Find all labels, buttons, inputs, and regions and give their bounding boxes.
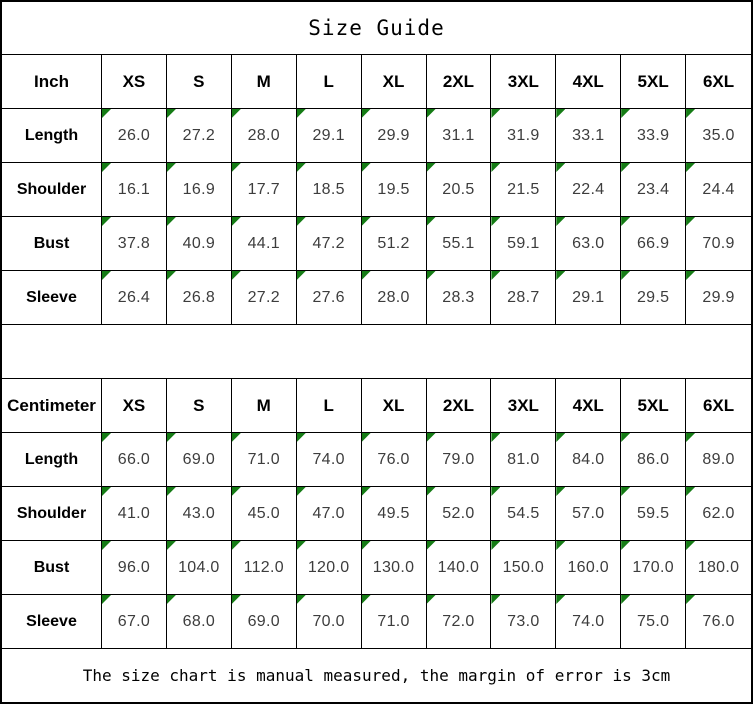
size-value-cell xyxy=(362,217,427,270)
size-value-cell xyxy=(621,433,686,486)
green-corner-marker-icon xyxy=(232,433,241,442)
cell-value: 67.0 xyxy=(117,612,151,630)
footer-note: The size chart is manual measured, the margin of error is 3cm xyxy=(82,666,671,685)
size-value-cell xyxy=(686,217,751,270)
size-value-cell xyxy=(297,163,362,216)
green-corner-marker-icon xyxy=(491,217,500,226)
cell-value: 49.5 xyxy=(377,504,410,522)
row-label: Length xyxy=(2,109,102,162)
size-value-cell xyxy=(621,217,686,270)
green-corner-marker-icon xyxy=(621,541,630,550)
size-value-cell xyxy=(621,271,686,324)
size-header-cell: 5XL xyxy=(621,379,686,432)
green-corner-marker-icon xyxy=(102,109,111,118)
green-corner-marker-icon xyxy=(297,487,306,496)
size-value-cell xyxy=(686,487,751,540)
green-corner-marker-icon xyxy=(102,595,111,604)
cell-value: 18.5 xyxy=(312,180,345,198)
green-corner-marker-icon xyxy=(556,487,565,496)
size-value-cell xyxy=(232,487,297,540)
green-corner-marker-icon xyxy=(167,217,176,226)
green-corner-marker-icon xyxy=(297,595,306,604)
cell-value: 73.0 xyxy=(507,612,540,630)
green-corner-marker-icon xyxy=(167,487,176,496)
cell-value: 47.2 xyxy=(312,234,345,252)
green-corner-marker-icon xyxy=(362,487,371,496)
size-value-cell xyxy=(362,271,427,324)
size-value-cell xyxy=(621,163,686,216)
size-value-cell xyxy=(232,595,297,648)
cell-value: 47.0 xyxy=(312,504,345,522)
green-corner-marker-icon xyxy=(232,541,241,550)
green-corner-marker-icon xyxy=(621,433,630,442)
size-value-cell xyxy=(427,217,492,270)
size-value-cell xyxy=(427,433,492,486)
size-value-cell xyxy=(362,541,427,594)
size-value-cell xyxy=(556,217,621,270)
size-value-cell xyxy=(427,163,492,216)
cell-value: 27.6 xyxy=(312,288,345,306)
size-header-cell: 3XL xyxy=(491,55,556,108)
size-value-cell xyxy=(167,433,232,486)
size-value-cell xyxy=(621,487,686,540)
row-label: Shoulder xyxy=(2,163,102,216)
green-corner-marker-icon xyxy=(621,595,630,604)
cell-value: 84.0 xyxy=(572,450,605,468)
inch-header-row xyxy=(2,55,751,109)
size-value-cell xyxy=(686,163,751,216)
cell-value: 26.8 xyxy=(182,288,216,306)
size-value-cell xyxy=(686,271,751,324)
green-corner-marker-icon xyxy=(167,595,176,604)
green-corner-marker-icon xyxy=(102,163,111,172)
size-header-cell: M xyxy=(232,55,297,108)
size-value-cell xyxy=(362,109,427,162)
cell-value: 89.0 xyxy=(702,450,735,468)
green-corner-marker-icon xyxy=(297,433,306,442)
size-value-cell xyxy=(297,595,362,648)
cell-value: 26.0 xyxy=(117,126,151,144)
green-corner-marker-icon xyxy=(556,433,565,442)
cell-value: 27.2 xyxy=(182,126,216,144)
size-value-cell xyxy=(102,271,167,324)
green-corner-marker-icon xyxy=(232,271,241,280)
row-label: Sleeve xyxy=(2,595,102,648)
green-corner-marker-icon xyxy=(102,217,111,226)
green-corner-marker-icon xyxy=(686,271,695,280)
cell-value: 29.1 xyxy=(572,288,605,306)
cell-value: 68.0 xyxy=(182,612,216,630)
cell-value: 26.4 xyxy=(117,288,151,306)
size-value-cell xyxy=(297,271,362,324)
size-value-cell xyxy=(167,109,232,162)
size-header-cell: M xyxy=(232,379,297,432)
green-corner-marker-icon xyxy=(621,109,630,118)
green-corner-marker-icon xyxy=(556,109,565,118)
size-value-cell xyxy=(556,271,621,324)
cell-value: 55.1 xyxy=(442,234,475,252)
green-corner-marker-icon xyxy=(686,541,695,550)
size-header-cell: L xyxy=(297,379,362,432)
size-value-cell xyxy=(491,433,556,486)
size-value-cell xyxy=(686,109,751,162)
cell-value: 28.3 xyxy=(442,288,475,306)
table-row xyxy=(2,487,751,541)
cell-value: 66.0 xyxy=(117,450,151,468)
table-row xyxy=(2,217,751,271)
green-corner-marker-icon xyxy=(621,487,630,496)
size-value-cell xyxy=(491,217,556,270)
green-corner-marker-icon xyxy=(232,217,241,226)
green-corner-marker-icon xyxy=(427,163,436,172)
green-corner-marker-icon xyxy=(491,541,500,550)
size-header-cell: XL xyxy=(362,55,427,108)
size-header-cell: 2XL xyxy=(427,379,492,432)
size-value-cell xyxy=(427,595,492,648)
cell-value: 160.0 xyxy=(567,558,610,576)
cell-value: 44.1 xyxy=(247,234,280,252)
table-row xyxy=(2,109,751,163)
cell-value: 59.1 xyxy=(507,234,540,252)
cell-value: 79.0 xyxy=(442,450,475,468)
cell-value: 43.0 xyxy=(182,504,216,522)
row-label: Bust xyxy=(2,541,102,594)
cell-value: 76.0 xyxy=(377,450,410,468)
size-value-cell xyxy=(297,487,362,540)
size-value-cell xyxy=(491,109,556,162)
size-header-cell: XS xyxy=(102,379,167,432)
cell-value: 112.0 xyxy=(243,558,284,576)
size-value-cell xyxy=(686,433,751,486)
cell-value: 51.2 xyxy=(377,234,410,252)
size-value-cell xyxy=(102,541,167,594)
green-corner-marker-icon xyxy=(297,217,306,226)
green-corner-marker-icon xyxy=(491,595,500,604)
cell-value: 27.2 xyxy=(247,288,280,306)
green-corner-marker-icon xyxy=(427,541,436,550)
cell-value: 40.9 xyxy=(182,234,216,252)
size-header-cell: S xyxy=(167,55,232,108)
cell-value: 31.1 xyxy=(442,126,475,144)
size-header-cell: 4XL xyxy=(556,55,621,108)
table-row xyxy=(2,541,751,595)
green-corner-marker-icon xyxy=(556,595,565,604)
size-value-cell xyxy=(167,541,232,594)
cell-value: 71.0 xyxy=(377,612,410,630)
size-value-cell xyxy=(491,595,556,648)
green-corner-marker-icon xyxy=(232,487,241,496)
size-header-cell: L xyxy=(297,55,362,108)
green-corner-marker-icon xyxy=(167,109,176,118)
cell-value: 86.0 xyxy=(636,450,670,468)
size-value-cell xyxy=(297,433,362,486)
green-corner-marker-icon xyxy=(556,217,565,226)
green-corner-marker-icon xyxy=(232,109,241,118)
cell-value: 150.0 xyxy=(502,558,545,576)
green-corner-marker-icon xyxy=(427,109,436,118)
green-corner-marker-icon xyxy=(491,487,500,496)
green-corner-marker-icon xyxy=(102,487,111,496)
size-value-cell xyxy=(686,541,751,594)
size-header-cell: 4XL xyxy=(556,379,621,432)
row-label: Length xyxy=(2,433,102,486)
table-row xyxy=(2,271,751,325)
size-value-cell xyxy=(297,541,362,594)
green-corner-marker-icon xyxy=(556,163,565,172)
green-corner-marker-icon xyxy=(686,109,695,118)
green-corner-marker-icon xyxy=(362,217,371,226)
cell-value: 72.0 xyxy=(442,612,475,630)
cell-value: 21.5 xyxy=(507,180,540,198)
green-corner-marker-icon xyxy=(491,433,500,442)
row-label: Bust xyxy=(2,217,102,270)
cell-value: 120.0 xyxy=(307,558,350,576)
green-corner-marker-icon xyxy=(621,217,630,226)
cell-value: 180.0 xyxy=(697,558,740,576)
size-value-cell xyxy=(621,595,686,648)
size-value-cell xyxy=(491,163,556,216)
green-corner-marker-icon xyxy=(362,433,371,442)
green-corner-marker-icon xyxy=(556,541,565,550)
size-value-cell xyxy=(167,163,232,216)
green-corner-marker-icon xyxy=(621,271,630,280)
size-value-cell xyxy=(102,433,167,486)
cell-value: 29.1 xyxy=(312,126,345,144)
size-value-cell xyxy=(232,541,297,594)
cell-value: 62.0 xyxy=(702,504,735,522)
cell-value: 75.0 xyxy=(636,612,670,630)
green-corner-marker-icon xyxy=(427,271,436,280)
cell-value: 20.5 xyxy=(442,180,475,198)
green-corner-marker-icon xyxy=(686,433,695,442)
cell-value: 29.9 xyxy=(702,288,735,306)
size-value-cell xyxy=(362,163,427,216)
cell-value: 71.0 xyxy=(247,450,280,468)
size-header-cell: 6XL xyxy=(702,71,735,91)
cell-value: 28.7 xyxy=(507,288,540,306)
size-value-cell xyxy=(232,109,297,162)
green-corner-marker-icon xyxy=(297,109,306,118)
green-corner-marker-icon xyxy=(362,163,371,172)
green-corner-marker-icon xyxy=(556,271,565,280)
size-value-cell xyxy=(427,541,492,594)
green-corner-marker-icon xyxy=(167,433,176,442)
size-value-cell xyxy=(232,271,297,324)
green-corner-marker-icon xyxy=(232,163,241,172)
unit-header-cell: Inch xyxy=(2,55,102,108)
cell-value: 28.0 xyxy=(247,126,280,144)
green-corner-marker-icon xyxy=(167,163,176,172)
size-value-cell xyxy=(556,541,621,594)
size-value-cell xyxy=(362,487,427,540)
size-value-cell xyxy=(621,109,686,162)
green-corner-marker-icon xyxy=(427,433,436,442)
green-corner-marker-icon xyxy=(297,271,306,280)
size-header-cell: 2XL xyxy=(427,55,492,108)
size-value-cell xyxy=(427,271,492,324)
cell-value: 52.0 xyxy=(442,504,475,522)
green-corner-marker-icon xyxy=(362,541,371,550)
size-value-cell xyxy=(102,217,167,270)
cell-value: 16.9 xyxy=(182,180,216,198)
cell-value: 35.0 xyxy=(702,126,735,144)
cell-value: 31.9 xyxy=(507,126,540,144)
green-corner-marker-icon xyxy=(362,271,371,280)
green-corner-marker-icon xyxy=(297,163,306,172)
green-corner-marker-icon xyxy=(297,541,306,550)
size-value-cell xyxy=(232,217,297,270)
cell-value: 74.0 xyxy=(312,450,345,468)
cell-value: 170.0 xyxy=(632,558,674,576)
green-corner-marker-icon xyxy=(491,271,500,280)
green-corner-marker-icon xyxy=(102,271,111,280)
cell-value: 45.0 xyxy=(247,504,280,522)
green-corner-marker-icon xyxy=(491,163,500,172)
cell-value: 41.0 xyxy=(117,504,151,522)
size-value-cell xyxy=(102,595,167,648)
size-value-cell xyxy=(167,595,232,648)
size-value-cell xyxy=(167,271,232,324)
size-value-cell xyxy=(556,109,621,162)
cell-value: 33.1 xyxy=(572,126,605,144)
size-value-cell xyxy=(362,433,427,486)
size-value-cell xyxy=(102,109,167,162)
size-value-cell xyxy=(621,541,686,594)
cell-value: 59.5 xyxy=(636,504,670,522)
size-value-cell xyxy=(686,595,751,648)
size-header-cell: 6XL xyxy=(702,395,735,415)
cell-value: 29.5 xyxy=(636,288,670,306)
cell-value: 63.0 xyxy=(572,234,605,252)
cell-value: 70.0 xyxy=(312,612,345,630)
table-row xyxy=(2,433,751,487)
cell-value: 23.4 xyxy=(636,180,670,198)
unit-header-cell: Centimeter xyxy=(2,379,102,432)
cell-value: 17.7 xyxy=(247,180,280,198)
cell-value: 19.5 xyxy=(377,180,410,198)
size-header-cell: 5XL xyxy=(621,55,686,108)
size-value-cell xyxy=(556,163,621,216)
cell-value: 16.1 xyxy=(117,180,151,198)
cell-value: 24.4 xyxy=(702,180,735,198)
cell-value: 28.0 xyxy=(377,288,410,306)
table-row xyxy=(2,595,751,649)
size-value-cell xyxy=(427,487,492,540)
cell-value: 69.0 xyxy=(247,612,280,630)
size-value-cell xyxy=(167,487,232,540)
page-title: Size Guide xyxy=(2,2,751,55)
size-value-cell xyxy=(232,163,297,216)
green-corner-marker-icon xyxy=(686,217,695,226)
table-spacer xyxy=(2,325,751,379)
cell-value: 96.0 xyxy=(117,558,151,576)
size-value-cell xyxy=(556,487,621,540)
size-value-cell xyxy=(102,487,167,540)
size-value-cell xyxy=(102,163,167,216)
green-corner-marker-icon xyxy=(427,595,436,604)
green-corner-marker-icon xyxy=(621,163,630,172)
green-corner-marker-icon xyxy=(362,109,371,118)
green-corner-marker-icon xyxy=(167,541,176,550)
green-corner-marker-icon xyxy=(686,595,695,604)
centimeter-header-row xyxy=(2,379,751,433)
cell-value: 33.9 xyxy=(636,126,670,144)
cell-value: 29.9 xyxy=(377,126,410,144)
size-header-cell: XS xyxy=(102,55,167,108)
green-corner-marker-icon xyxy=(427,217,436,226)
size-header-cell: S xyxy=(167,379,232,432)
cell-value: 130.0 xyxy=(372,558,415,576)
green-corner-marker-icon xyxy=(232,595,241,604)
cell-value: 57.0 xyxy=(572,504,605,522)
size-header-cell: 3XL xyxy=(491,379,556,432)
size-value-cell xyxy=(491,271,556,324)
row-label: Sleeve xyxy=(2,271,102,324)
cell-value: 81.0 xyxy=(507,450,540,468)
green-corner-marker-icon xyxy=(686,163,695,172)
cell-value: 54.5 xyxy=(507,504,540,522)
cell-value: 76.0 xyxy=(702,612,735,630)
green-corner-marker-icon xyxy=(491,109,500,118)
size-value-cell xyxy=(556,595,621,648)
green-corner-marker-icon xyxy=(362,595,371,604)
cell-value: 69.0 xyxy=(182,450,216,468)
cell-value: 74.0 xyxy=(572,612,605,630)
cell-value: 140.0 xyxy=(437,558,480,576)
size-value-cell xyxy=(232,433,297,486)
size-value-cell xyxy=(297,217,362,270)
green-corner-marker-icon xyxy=(427,487,436,496)
green-corner-marker-icon xyxy=(167,271,176,280)
size-value-cell xyxy=(556,433,621,486)
table-row xyxy=(2,163,751,217)
row-label: Shoulder xyxy=(2,487,102,540)
size-value-cell xyxy=(297,109,362,162)
cell-value: 37.8 xyxy=(117,234,151,252)
green-corner-marker-icon xyxy=(102,541,111,550)
size-header-cell: XL xyxy=(362,379,427,432)
cell-value: 70.9 xyxy=(702,234,735,252)
cell-value: 22.4 xyxy=(572,180,605,198)
size-value-cell xyxy=(491,487,556,540)
green-corner-marker-icon xyxy=(686,487,695,496)
size-value-cell xyxy=(427,109,492,162)
size-value-cell xyxy=(362,595,427,648)
green-corner-marker-icon xyxy=(102,433,111,442)
size-value-cell xyxy=(491,541,556,594)
cell-value: 66.9 xyxy=(636,234,670,252)
cell-value: 104.0 xyxy=(178,558,220,576)
size-value-cell xyxy=(167,217,232,270)
